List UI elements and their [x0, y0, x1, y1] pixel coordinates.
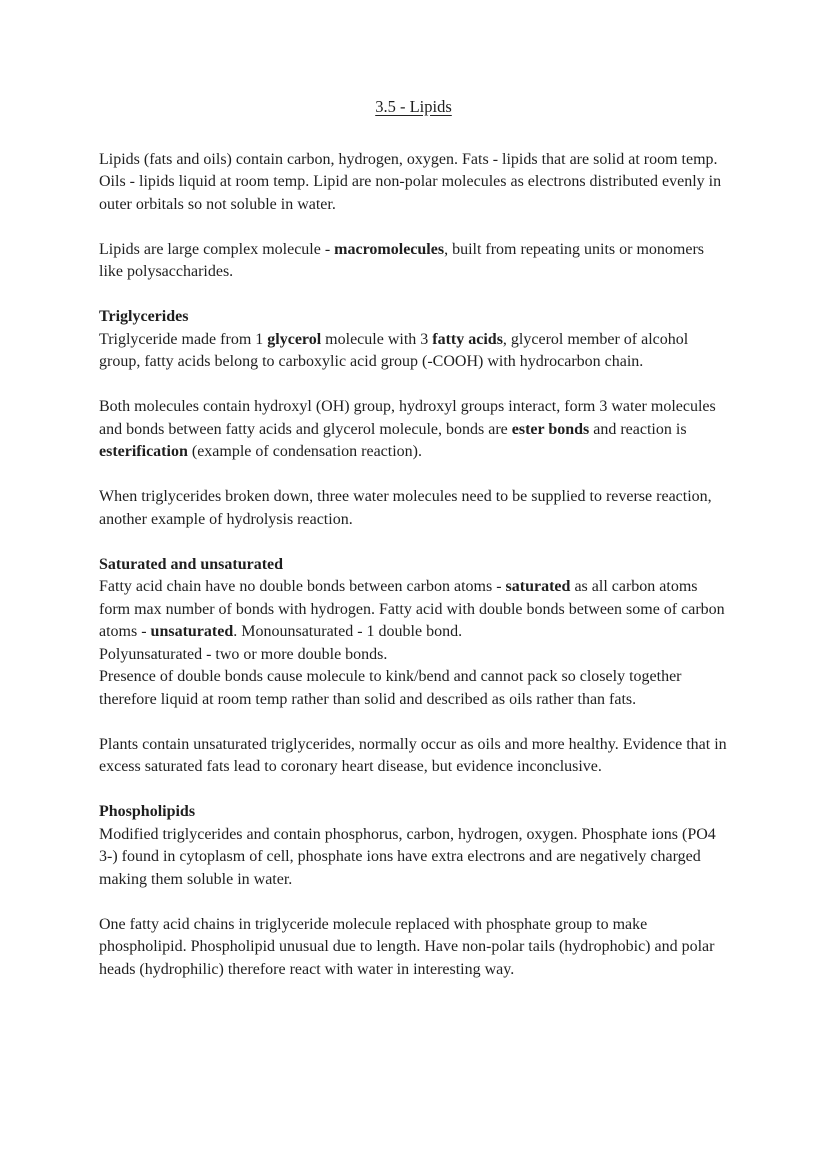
text-run: Fatty acid chain have no double bonds between carbon atoms -	[99, 578, 506, 595]
document-body	[99, 149, 728, 982]
text-run: When triglycerides broken down, three water molecules need to be supplied to reverse reaction, another example of hydrolysis reaction.	[99, 488, 712, 528]
text-run: One fatty acid chains in triglyceride molecule replaced with phosphate group to make phospholipid. Phospholipid unusual due to length. Have non-polar tails (hydrophobic) and polar heads (hydrophilic) therefore react with water in interesting way.	[99, 915, 715, 978]
bold-term: macromolecules	[334, 240, 445, 258]
text-run: Plants contain unsaturated triglycerides, normally occur as oils and more healthy. Evidence that in excess saturated fats lead to coronary heart disease, but evidence inconclusive.	[99, 735, 727, 775]
bold-term: esterification	[99, 443, 188, 460]
paragraph	[99, 239, 728, 284]
paragraph	[99, 824, 728, 892]
paragraph	[99, 329, 728, 374]
paragraph	[99, 486, 728, 531]
text-run: , glycerol member of alcohol group, fatty acids belong to carboxylic acid group (-COOH) with hydrocarbon chain.	[99, 330, 689, 370]
section-heading	[99, 801, 728, 824]
text-run: (example of condensation reaction).	[187, 443, 422, 460]
bold-term: unsaturated	[150, 623, 234, 640]
text-run: Triglyceride made from 1	[99, 330, 268, 348]
paragraph	[99, 734, 728, 779]
paragraph	[99, 914, 728, 982]
text-run: Saturated and unsaturated	[99, 555, 284, 573]
paragraph	[99, 576, 728, 711]
text-run: Lipids (fats and oils) contain carbon, hydrogen, oxygen. Fats - lipids that are solid at room temp. Oils - lipids liquid at room temp. Lipid are non-polar molecules as electrons distributed evenly in outer orbitals so not soluble in water.	[99, 150, 722, 213]
section-heading	[99, 554, 728, 577]
bold-term: fatty acids	[432, 330, 503, 348]
paragraph	[99, 149, 728, 217]
text-run: . Monounsaturated - 1 double bond.	[233, 623, 463, 640]
document-title: 3.5 - Lipids	[375, 97, 452, 116]
text-run: Presence of double bonds cause molecule to kink/bend and cannot pack so closely together therefore liquid at room temp rather than solid and described as oils rather than fats.	[99, 668, 682, 708]
text-run: Both molecules contain hydroxyl (OH) group, hydroxyl groups interact, form 3 water molecules and bonds between fatty acids and glycerol molecule, bonds are	[99, 398, 716, 438]
text-run: Triglycerides	[99, 308, 189, 325]
section-heading	[99, 306, 728, 329]
text-run: molecule with 3	[321, 330, 433, 348]
text-run: and reaction is	[589, 420, 687, 438]
text-run: , built from repeating units or monomers like polysaccharides.	[99, 240, 705, 280]
text-run: as all carbon atoms form max number of bonds with hydrogen. Fatty acid with double bonds between some of carbon atoms -	[99, 578, 725, 640]
text-run: Lipids are large complex molecule -	[99, 240, 335, 258]
bold-term: ester bonds	[511, 420, 590, 438]
text-run: Polyunsaturated - two or more double bonds.	[99, 645, 388, 663]
text-run: Phospholipids	[99, 803, 196, 820]
bold-term: glycerol	[267, 330, 322, 348]
text-run: Modified triglycerides and contain phosphorus, carbon, hydrogen, oxygen. Phosphate ions (PO4 3-) found in cytoplasm of cell, phosphate ions have extra electrons and are negatively charged making them soluble in water.	[99, 825, 716, 888]
paragraph	[99, 396, 728, 464]
bold-term: saturated	[505, 578, 571, 595]
